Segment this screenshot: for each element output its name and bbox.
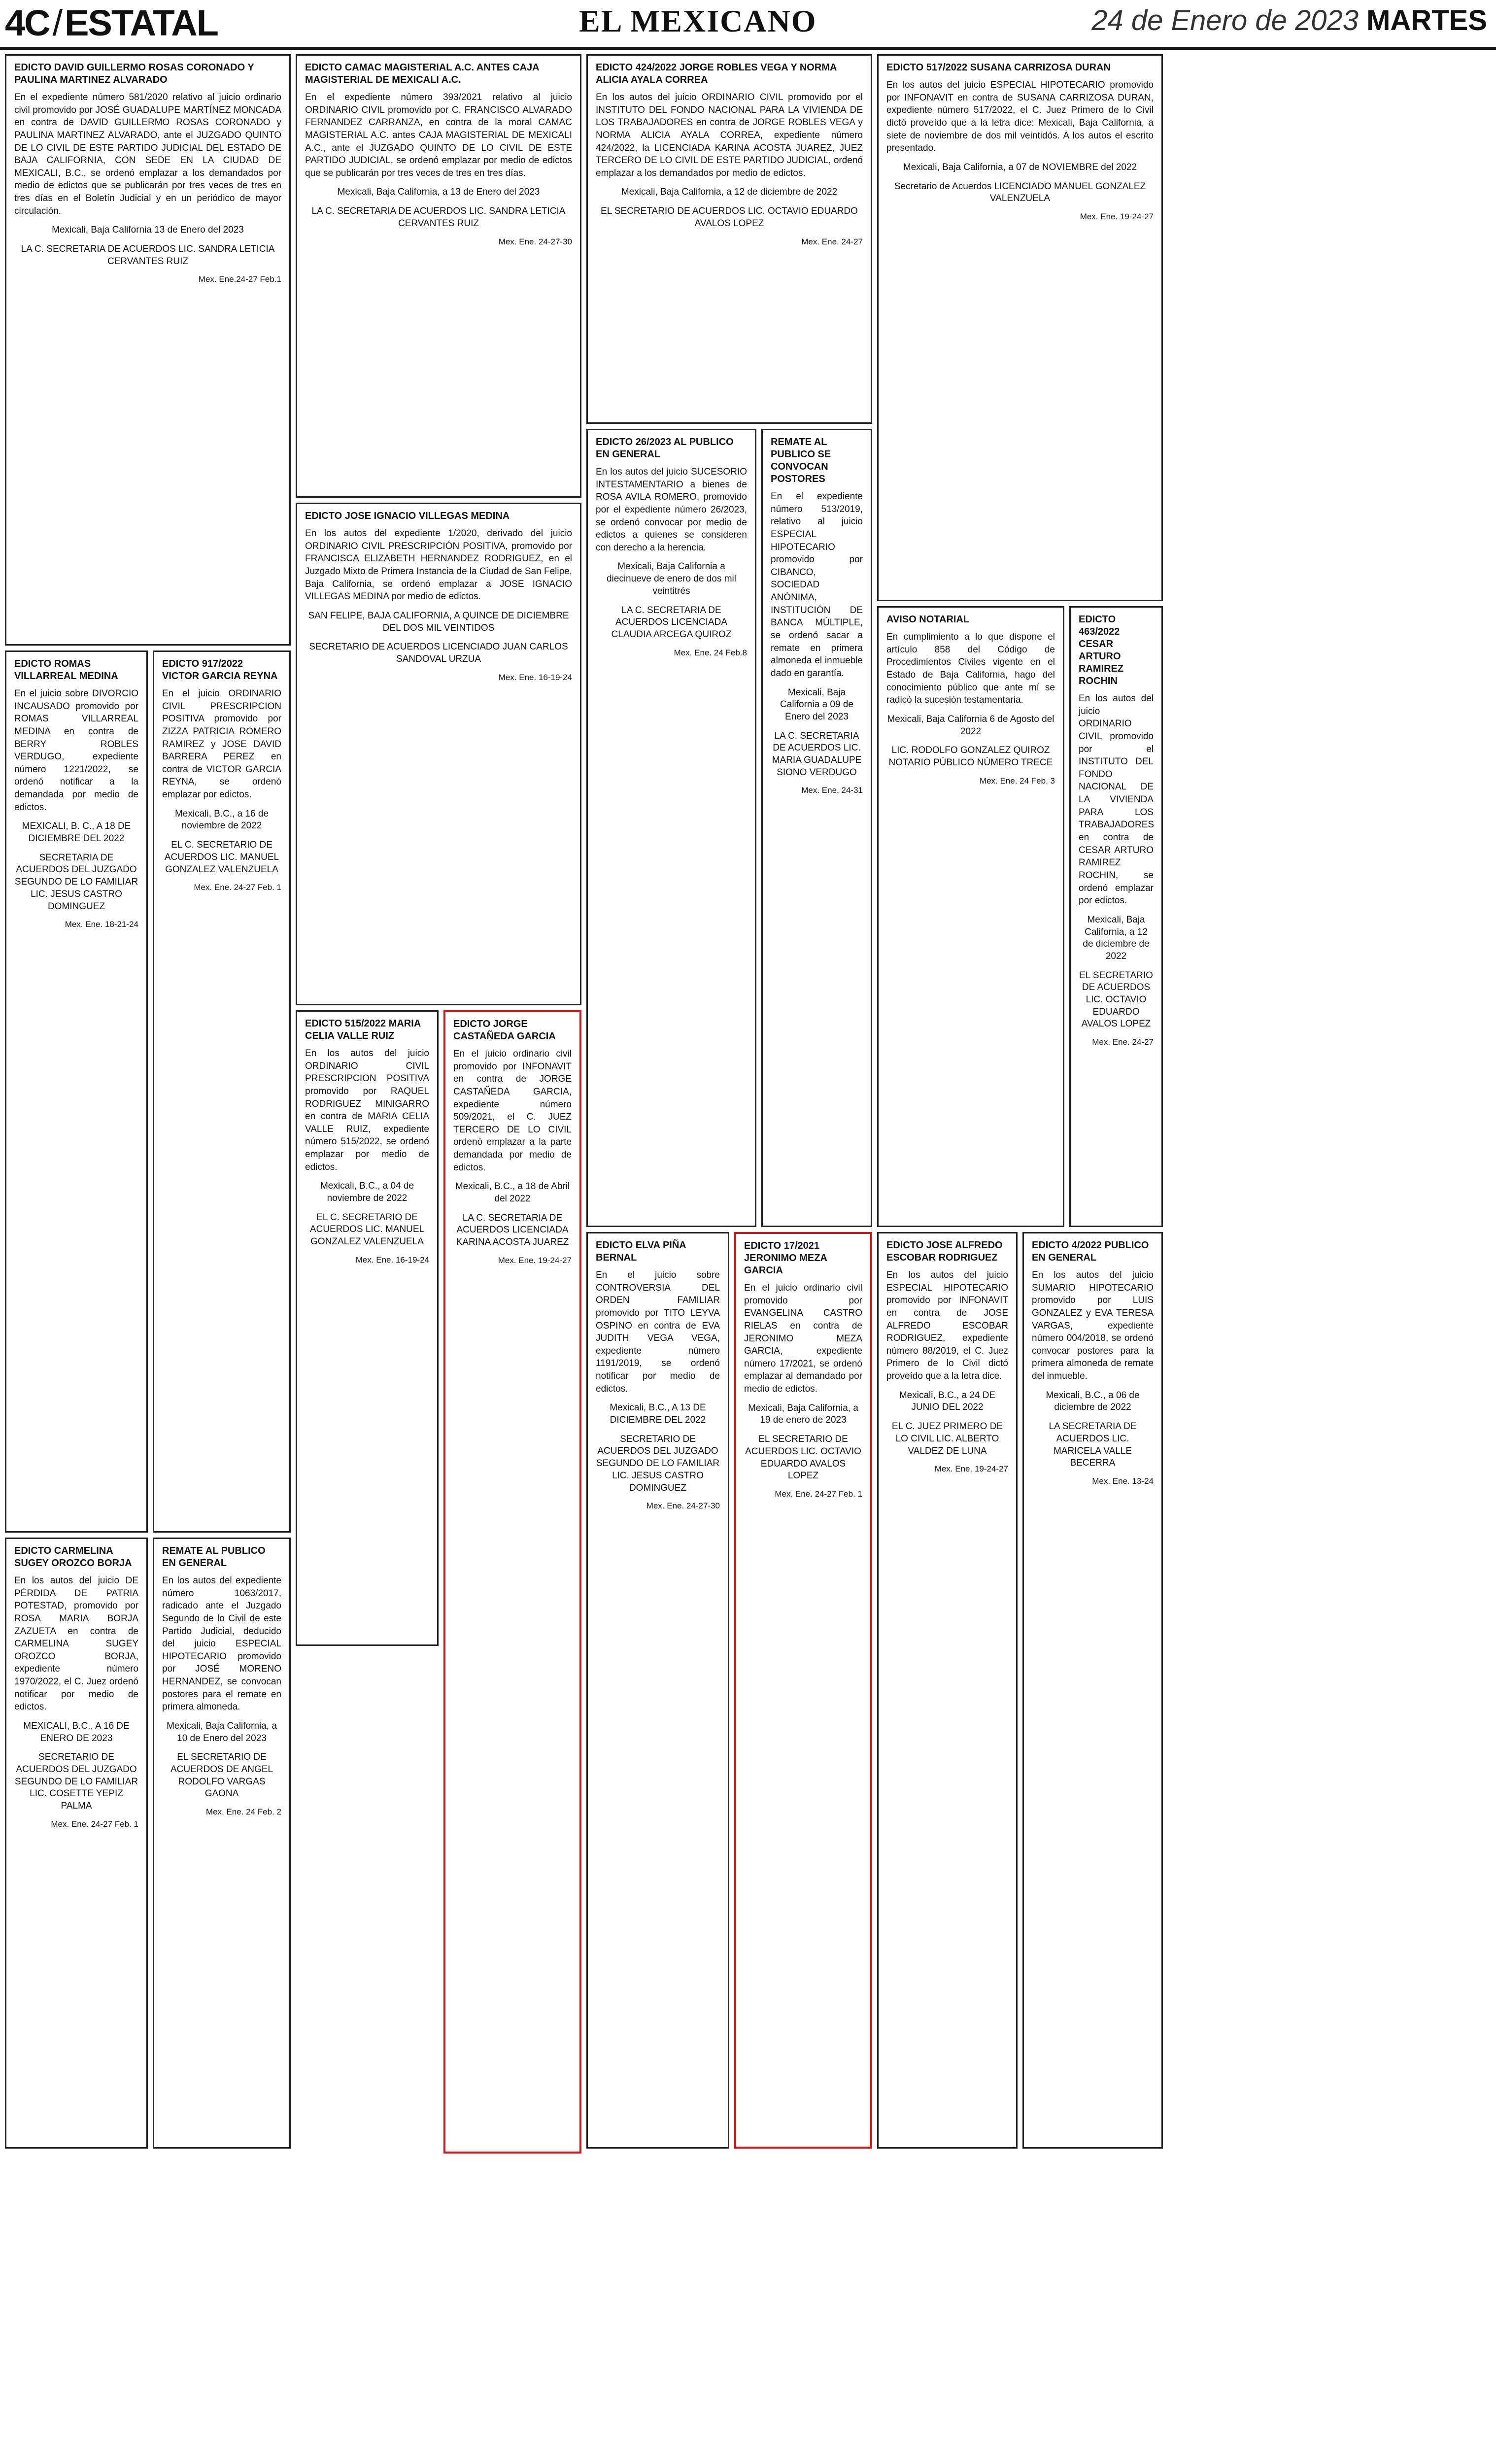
edicto-body: En los autos del juicio SUMARIO HIPOTECARIO promovido por LUIS GONZALEZ y EVA TERESA VARGAS, expediente número 004/2018, se ordenó convocar postores para la primera almoneda de remate del inmueble. bbox=[1032, 1270, 1154, 1382]
edicto-signer: SECRETARIA DE ACUERDOS DEL JUZGADO SEGUNDO DE LO FAMILIAR LIC. JESUS CASTRO DOMINGUEZ bbox=[14, 852, 138, 912]
edicto-publication: Mex. Ene. 24-27-30 bbox=[498, 237, 572, 246]
edicto-box bbox=[586, 1232, 729, 2149]
edicto-box bbox=[296, 1010, 439, 1646]
edicto-place: SAN FELIPE, BAJA CALIFORNIA, A QUINCE DE DICIEMBRE DEL DOS MIL VEINTIDOS bbox=[308, 610, 569, 633]
aviso-box bbox=[877, 606, 1064, 1227]
edicto-title: EDICTO JOSE ALFREDO ESCOBAR RODRIGUEZ bbox=[886, 1240, 1003, 1263]
edicto-publication: Mex. Ene. 24 Feb. 2 bbox=[205, 1807, 281, 1817]
edicto-place: Mexicali, Baja California 6 de Agosto del 2022 bbox=[887, 714, 1054, 737]
edicto-body: En los autos del juicio ESPECIAL HIPOTECARIO promovido por INFONAVIT en contra de JOSE ALFREDO ESCOBAR RODRIGUEZ, expediente número 88/2019, el C. Juez Primero de lo Civil dictó proveído que a la letra dice. bbox=[886, 1270, 1008, 1382]
edicto-publication: Mex. Ene. 24-27 bbox=[1092, 1037, 1154, 1047]
edicto-publication: Mex. Ene. 24 Feb. 3 bbox=[979, 776, 1055, 786]
edicto-box bbox=[877, 1232, 1018, 2149]
issue-date bbox=[1091, 4, 1487, 37]
edicto-signer: EL SECRETARIO DE ACUERDOS DE ANGEL RODOLFO VARGAS GAONA bbox=[170, 1752, 273, 1799]
edicto-box-highlighted bbox=[443, 1010, 581, 2154]
edicto-body: En cumplimiento a lo que dispone el artículo 858 del Código de Procedimientos Civiles vigente en el Estado de Baja California, hago del conocimiento público que ante mí se radicó la sucesión testamentaria. bbox=[886, 632, 1055, 706]
edicto-box bbox=[1069, 606, 1163, 1227]
edicto-place: Mexicali, Baja California, a 12 de diciembre de 2022 bbox=[621, 187, 838, 198]
edicto-place: Mexicali, Baja California 13 de Enero del 2023 bbox=[52, 225, 244, 236]
edicto-place: Mexicali, B.C., a 06 de diciembre de 2022 bbox=[1046, 1390, 1140, 1413]
edicto-signer: LA C. SECRETARIA DE ACUERDOS LIC. SANDRA LETICIA CERVANTES RUIZ bbox=[311, 206, 566, 229]
edicto-publication: Mex. Ene. 16-19-24 bbox=[355, 1255, 429, 1265]
edicto-body: En los autos del expediente 1/2020, derivado del juicio ORDINARIO CIVIL PRESCRIPCIÓN POSITIVA, promovido por FRANCISCA ELIZABETH HERNANDEZ RODRIGUEZ, en el Juzgado Mixto de Primera Instancia de la Ciudad de San Felipe, Baja California, se ordenó emplazar a JOSE IGNACIO VILLEGAS MEDINA por medio de edictos. bbox=[305, 528, 572, 602]
edicto-body: En los autos del juicio ORDINARIO CIVIL PRESCRIPCION POSITIVA promovido por RAQUEL RODRIGUEZ MINIGARRO en contra de MARIA CELIA VALLE RUIZ, expediente número 515/2022, se ordenó emplazar por medio de edictos. bbox=[305, 1048, 429, 1172]
edicto-publication: Mex. Ene. 16-19-24 bbox=[498, 672, 572, 682]
classifieds-grid bbox=[5, 54, 1491, 2464]
edicto-publication: Mex. Ene. 24-27 Feb. 1 bbox=[194, 883, 281, 892]
edicto-signer: LA C. SECRETARIA DE ACUERDOS LICENCIADA CLAUDIA ARCEGA QUIROZ bbox=[611, 605, 732, 640]
edicto-signer: EL C. SECRETARIO DE ACUERDOS LIC. MANUEL GONZALEZ VALENZUELA bbox=[309, 1212, 425, 1247]
edicto-signer: SECRETARIO DE ACUERDOS LICENCIADO JUAN CARLOS SANDOVAL URZUA bbox=[309, 642, 568, 664]
edicto-place: Mexicali, B.C., a 24 DE JUNIO DEL 2022 bbox=[899, 1390, 996, 1413]
edicto-place: Mexicali, B.C., a 16 de noviembre de 2022 bbox=[174, 808, 269, 831]
edicto-title: EDICTO 4/2022 PUBLICO EN GENERAL bbox=[1032, 1240, 1149, 1263]
edicto-place: Mexicali, Baja California a diecinueve de enero de dos mil veintitrés bbox=[606, 561, 736, 596]
edicto-publication: Mex. Ene. 19-24-27 bbox=[498, 1255, 572, 1265]
edicto-place: Mexicali, Baja California a 09 de Enero del 2023 bbox=[780, 687, 853, 722]
edicto-place: Mexicali, B.C., A 13 DE DICIEMBRE DEL 2022 bbox=[610, 1403, 706, 1426]
edicto-place: Mexicali, B.C., a 04 de noviembre de 2022 bbox=[320, 1181, 414, 1204]
edicto-title: AVISO NOTARIAL bbox=[886, 614, 970, 625]
edicto-box bbox=[5, 1538, 148, 2149]
edicto-body: En el expediente número 513/2019, relativo al juicio ESPECIAL HIPOTECARIO promovido por CIBANCO, SOCIEDAD ANÓNIMA, INSTITUCIÓN DE BANCA MÚLTIPLE, se ordenó sacar a remate en primera almoneda el inmueble dado en garantía. bbox=[771, 491, 863, 679]
edicto-box bbox=[1022, 1232, 1163, 2149]
edicto-body: En los autos del juicio ORDINARIO CIVIL promovido por el INSTITUTO DEL FONDO NACIONAL PARA LA VIVIENDA DE LOS TRABAJADORES en contra de JORGE ROBLES VEGA y NORMA ALICIA AYALA CORREA, expediente número 424/2022, la LICENCIADA KARINA ACOSTA JUAREZ, JUEZ TERCERO DE LO CIVIL DE ESTE PARTIDO JUDICIAL, ordenó emplazar a los demandados por medio de edictos. bbox=[596, 92, 863, 178]
edicto-place: Mexicali, Baja California, a 19 de enero de 2023 bbox=[748, 1403, 858, 1426]
edicto-place: Mexicali, Baja California, a 10 de Enero del 2023 bbox=[167, 1721, 277, 1744]
edicto-title: EDICTO ELVA PIÑA BERNAL bbox=[596, 1240, 686, 1263]
edicto-signer: LA C. SECRETARIA DE ACUERDOS LICENCIADA KARINA ACOSTA JUAREZ bbox=[456, 1212, 569, 1248]
edicto-title: EDICTO DAVID GUILLERMO ROSAS CORONADO Y PAULINA MARTINEZ ALVARADO bbox=[14, 62, 254, 85]
edicto-body: En el juicio ordinario civil promovido por INFONAVIT en contra de JORGE CASTAÑEDA GARCIA, expediente número 509/2021, el C. JUEZ TERCERO DE LO CIVIL ordenó emplazar a la parte demandada por medio de edictos. bbox=[453, 1049, 572, 1173]
edicto-signer: EL C. SECRETARIO DE ACUERDOS LIC. MANUEL GONZALEZ VALENZUELA bbox=[164, 840, 279, 875]
edicto-publication: Mex. Ene. 24-27 Feb. 1 bbox=[51, 1819, 138, 1829]
edicto-place: MEXICALI, B. C., A 18 DE DICIEMBRE DEL 2022 bbox=[22, 821, 131, 844]
edicto-place: Mexicali, Baja California, a 07 de NOVIEMBRE del 2022 bbox=[903, 162, 1137, 172]
edicto-body: En los autos del expediente número 1063/2017, radicado ante el Juzgado Segundo de lo Civil de este Partido Judicial, deducido del juicio ESPECIAL HIPOTECARIO promovido por JOSÉ MORENO HERNANDEZ, se convocan postores para el remate en primera almoneda. bbox=[162, 1575, 281, 1712]
edicto-box-highlighted bbox=[734, 1232, 872, 2149]
edicto-title: EDICTO JOSE IGNACIO VILLEGAS MEDINA bbox=[305, 511, 510, 521]
edicto-place: Mexicali, Baja California, a 13 de Enero del 2023 bbox=[337, 187, 540, 198]
edicto-publication: Mex. Ene. 24-27 Feb. 1 bbox=[775, 1489, 862, 1499]
edicto-box bbox=[5, 54, 291, 646]
edicto-title: EDICTO 424/2022 JORGE ROBLES VEGA Y NORMA ALICIA AYALA CORREA bbox=[596, 62, 837, 85]
edicto-signer: EL C. JUEZ PRIMERO DE LO CIVIL LIC. ALBERTO VALDEZ DE LUNA bbox=[891, 1421, 1003, 1456]
edicto-title: EDICTO ROMAS VILLARREAL MEDINA bbox=[14, 658, 118, 682]
edicto-signer: EL SECRETARIO DE ACUERDOS LIC. OCTAVIO EDUARDO AVALOS LOPEZ bbox=[745, 1434, 861, 1481]
date-text: 24 de Enero de 2023 bbox=[1091, 4, 1359, 36]
edicto-publication: Mex. Ene. 24-31 bbox=[801, 786, 863, 795]
edicto-title: EDICTO CARMELINA SUGEY OROZCO BORJA bbox=[14, 1545, 132, 1569]
edicto-publication: Mex. Ene. 18-21-24 bbox=[65, 920, 138, 929]
edicto-publication: Mex. Ene. 24-27-30 bbox=[646, 1501, 720, 1511]
edicto-body: En los autos del juicio DE PÉRDIDA DE PATRIA POTESTAD, promovido por ROSA MARIA BORJA ZAZUETA en contra de CARMELINA SUGEY OROZCO BORJA, expediente número 1970/2022, el C. Juez ordenó notificar por medio de edictos. bbox=[14, 1575, 138, 1712]
edicto-title: EDICTO 463/2022 CESAR ARTURO RAMIREZ ROCHIN bbox=[1079, 614, 1124, 686]
edicto-body: En el juicio ordinario civil promovido por EVANGELINA CASTRO RIELAS en contra de JERONIMO MEZA GARCIA, expediente número 17/2021, se ordenó emplazar al demandado por medio de edictos. bbox=[744, 1283, 862, 1395]
edicto-signer: EL SECRETARIO DE ACUERDOS LIC. OCTAVIO EDUARDO AVALOS LOPEZ bbox=[1079, 970, 1153, 1029]
edicto-box bbox=[296, 503, 581, 1005]
edicto-signer: LIC. RODOLFO GONZALEZ QUIROZ NOTARIO PÚBLICO NÚMERO TRECE bbox=[888, 745, 1053, 768]
edicto-signer: LA C. SECRETARIA DE ACUERDOS LIC. MARIA GUADALUPE SIONO VERDUGO bbox=[772, 730, 862, 778]
edicto-place: Mexicali, B.C., a 18 de Abril del 2022 bbox=[455, 1181, 570, 1204]
edicto-signer: Secretario de Acuerdos LICENCIADO MANUEL GONZALEZ VALENZUELA bbox=[894, 181, 1146, 204]
edicto-signer: SECRETARIO DE ACUERDOS DEL JUZGADO SEGUNDO DE LO FAMILIAR LIC. COSETTE YEPIZ PALMA bbox=[14, 1752, 138, 1812]
edicto-title: EDICTO 917/2022 VICTOR GARCIA REYNA bbox=[162, 658, 278, 682]
edicto-title: EDICTO JORGE CASTAÑEDA GARCIA bbox=[453, 1019, 556, 1042]
edicto-title: EDICTO 515/2022 MARIA CELIA VALLE RUIZ bbox=[305, 1018, 421, 1041]
weekday-text: MARTES bbox=[1366, 4, 1487, 36]
edicto-body: En el expediente número 581/2020 relativo al juicio ordinario civil promovido por JOSÉ GUADALUPE MARTÍNEZ MONCADA en contra de DAVID GUILLERMO ROSAS CORONADO y PAULINA MARTINEZ ALVARADO, ante el JUZGADO QUINTO DE LO CIVIL DE ESTE PARTIDO JUDICIAL DEL ESTADO DE BAJA CALIFORNIA, CON SEDE EN LA CIUDAD DE MEXICALI, B.C., se ordenó emplazar a los demandados por medio de edictos que se publicarán por tres veces de tres en tres días en el Boletín Judicial y en un periódico de mayor circulación. bbox=[14, 92, 281, 216]
edicto-box bbox=[761, 429, 872, 1227]
edicto-signer: EL SECRETARIO DE ACUERDOS LIC. OCTAVIO EDUARDO AVALOS LOPEZ bbox=[601, 206, 858, 229]
edicto-publication: Mex. Ene. 24-27 bbox=[801, 237, 863, 246]
edicto-box bbox=[153, 1538, 291, 2149]
newspaper-name: EL MEXICANO bbox=[579, 3, 817, 38]
edicto-body: En el expediente número 393/2021 relativo al juicio ORDINARIO CIVIL promovido por C. FRANCISCO ALVARADO FERNANDEZ CARRANZA, en contra de la moral CAMAC MAGISTERIAL A.C. antes CAJA MAGISTERIAL DE MEXICALI A.C., ante el JUZGADO QUINTO DE LO CIVIL DE ESTE PARTIDO JUDICIAL, se ordenó emplazar por medio de edictos que se publicarán por tres veces de tres en tres días. bbox=[305, 92, 572, 178]
edicto-title: EDICTO 26/2023 AL PUBLICO EN GENERAL bbox=[596, 437, 734, 460]
edicto-body: En los autos del juicio ESPECIAL HIPOTECARIO promovido por INFONAVIT en contra de SUSANA CARRIZOSA DURAN, expediente número 517/2022, el C. Juez Primero de lo Civil dictó proveído que a la letra dice: Mexicali, Baja California, a siete de noviembre de dos mil veintidós. A los autos el escrito presentado. bbox=[886, 80, 1154, 154]
page-header bbox=[0, 0, 1496, 50]
edicto-box bbox=[586, 54, 872, 424]
edicto-publication: Mex. Ene. 24 Feb.8 bbox=[674, 648, 747, 657]
edicto-box bbox=[877, 54, 1163, 601]
edicto-body: En el juicio sobre DIVORCIO INCAUSADO promovido por ROMAS VILLARREAL MEDINA en contra de BERRY ROBLES VERDUGO, expediente número 1221/2022, se ordenó notificar a la demandada por medio de edictos. bbox=[14, 688, 138, 813]
edicto-body: En el juicio ORDINARIO CIVIL PRESCRIPCION POSITIVA promovido por ZIZZA PATRICIA ROMERO RAMIREZ y JOSE DAVID BARRERA PEREZ en contra de VICTOR GARCIA REYNA, se ordenó emplazar por edictos. bbox=[162, 688, 281, 800]
edicto-place: Mexicali, Baja California, a 12 de diciembre de 2022 bbox=[1083, 914, 1150, 961]
edicto-body: En los autos del juicio SUCESORIO INTESTAMENTARIO a bienes de ROSA AVILA ROMERO, promovido por el expediente número 26/2023, se ordenó convocar por medio de edictos a quienes se consideren con derecho a la herencia. bbox=[596, 467, 747, 553]
edicto-signer: LA SECRETARIA DE ACUERDOS LIC. MARICELA VALLE BECERRA bbox=[1049, 1421, 1137, 1469]
edicto-publication: Mex. Ene. 19-24-27 bbox=[1080, 211, 1154, 221]
edicto-box bbox=[586, 429, 756, 1227]
edicto-box bbox=[5, 650, 148, 1533]
page-tag: 4C/ESTATAL bbox=[5, 2, 218, 43]
edicto-body: En los autos del juicio ORDINARIO CIVIL promovido por el INSTITUTO DEL FONDO NACIONAL DE LA VIVIENDA PARA LOS TRABAJADORES en contra de CESAR ARTURO RAMIREZ ROCHIN, se ordenó emplazar por edictos. bbox=[1079, 693, 1155, 906]
edicto-publication: Mex. Ene. 19-24-27 bbox=[934, 1464, 1008, 1474]
edicto-title: REMATE AL PUBLICO SE CONVOCAN POSTORES bbox=[771, 437, 831, 484]
edicto-title: REMATE AL PUBLICO EN GENERAL bbox=[162, 1545, 266, 1569]
edicto-box bbox=[296, 54, 581, 498]
edicto-title: EDICTO 17/2021 JERONIMO MEZA GARCIA bbox=[744, 1240, 827, 1276]
edicto-title: EDICTO CAMAC MAGISTERIAL A.C. ANTES CAJA MAGISTERIAL DE MEXICALI A.C. bbox=[305, 62, 539, 85]
edicto-publication: Mex. Ene. 13-24 bbox=[1092, 1476, 1154, 1486]
page-number: 4C bbox=[5, 2, 50, 43]
edicto-box bbox=[153, 650, 291, 1533]
edicto-signer: LA C. SECRETARIA DE ACUERDOS LIC. SANDRA LETICIA CERVANTES RUIZ bbox=[21, 244, 275, 267]
edicto-title: EDICTO 517/2022 SUSANA CARRIZOSA DURAN bbox=[886, 62, 1111, 73]
edicto-signer: SECRETARIO DE ACUERDOS DEL JUZGADO SEGUNDO DE LO FAMILIAR LIC. JESUS CASTRO DOMINGUEZ bbox=[596, 1434, 720, 1493]
edicto-body: En el juicio sobre CONTROVERSIA DEL ORDEN FAMILIAR promovido por TITO LEYVA OSPINO en contra de EVA JUDITH VEGA VEGA, expediente número 1191/2019, se ordenó notificar por medio de edictos. bbox=[596, 1270, 720, 1394]
section-name: ESTATAL bbox=[65, 2, 218, 43]
edicto-publication: Mex. Ene.24-27 Feb.1 bbox=[198, 274, 281, 284]
edicto-place: MEXICALI, B.C., A 16 DE ENERO DE 2023 bbox=[23, 1721, 130, 1744]
